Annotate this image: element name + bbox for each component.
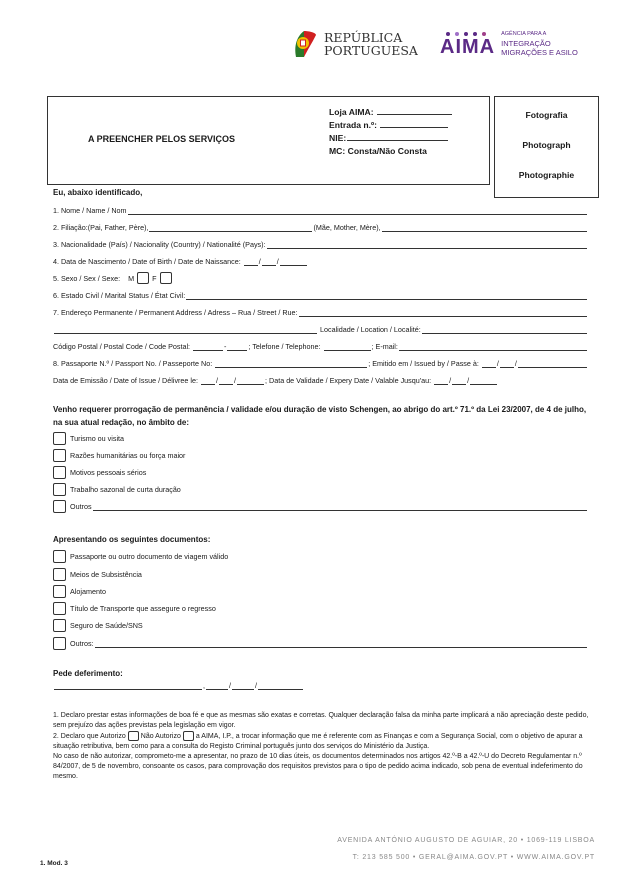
checkbox[interactable]: [53, 466, 66, 479]
mother-input[interactable]: [382, 223, 587, 232]
outros-input[interactable]: [93, 502, 587, 511]
checkbox[interactable]: [53, 585, 66, 598]
intro-text: Eu, abaixo identificado,: [53, 188, 143, 197]
issue-date-field[interactable]: Data de Emissão / Date of Issue / Délivree le: / / ; Data de Validade / Expery Date / Valable Jusqu'au: / /: [53, 375, 588, 385]
services-box: [47, 96, 490, 185]
nao-autorizo-checkbox[interactable]: [183, 731, 194, 741]
address-line2-input[interactable]: [54, 325, 317, 334]
sex-m-checkbox[interactable]: [137, 272, 149, 284]
passport-input[interactable]: [215, 359, 367, 368]
option-humanitarias[interactable]: Razões humanitárias ou força maior: [53, 449, 588, 462]
doc-alojamento[interactable]: Alojamento: [53, 585, 588, 598]
father-input[interactable]: [149, 223, 312, 232]
localidade-field[interactable]: Localidade / Location / Localité:: [53, 324, 588, 334]
doc-outros[interactable]: Outros:: [53, 637, 588, 650]
marital-status-input[interactable]: [186, 291, 587, 300]
doc-outros-input[interactable]: [95, 639, 587, 648]
entrada-field[interactable]: Entrada n.º:: [329, 119, 453, 132]
checkbox[interactable]: [53, 432, 66, 445]
republica-line2: PORTUGUESA: [324, 43, 418, 58]
sex-f-checkbox[interactable]: [160, 272, 172, 284]
place-input[interactable]: [54, 681, 202, 690]
footer-contacts: T: 213 585 500 • GERAL@AIMA.GOV.PT • WWW.AIMA.GOV.PT: [352, 854, 595, 861]
loja-aima-field[interactable]: Loja AIMA:: [329, 106, 453, 119]
checkbox[interactable]: [53, 637, 66, 650]
services-title: A PREENCHER PELOS SERVIÇOS: [88, 134, 236, 144]
checkbox[interactable]: [53, 500, 66, 513]
checkbox[interactable]: [53, 483, 66, 496]
filiacao-field[interactable]: 2. Filiação:(Pai, Father, Père), (Mãe, Mother, Mère),: [53, 222, 588, 232]
photo-label-pt: Fotografia: [525, 110, 568, 120]
declarations: [53, 711, 589, 782]
postal-field[interactable]: Código Postal / Postal Code / Code Postal: - ; Telefone / Telephone: ; E-mail:: [53, 341, 588, 351]
footer-address: AVENIDA ANTÓNIO AUGUSTO DE AGUIAR, 20 • 1069-119 LISBOA: [337, 837, 595, 844]
aima-wordmark: AIMA: [440, 36, 496, 58]
address-input[interactable]: [299, 308, 587, 317]
nacionalidade-field[interactable]: 3. Nacionalidade (País) / Nacionality (Country) / Nationalité (Pays):: [53, 239, 588, 249]
name-field[interactable]: 1. Nome / Name / Nom: [53, 205, 588, 215]
declaration-3: No caso de não autorizar, comprometo-me a apresentar, no prazo de 10 dias úteis, os documentos determinados nos artigos 42.º-B a 42.º-U do Decreto Regulamentar n.º 84/2007, de 5 de novembro, consoante os casos, para comprovação dos requisitos previstos para o tipo de pedido acima indicado, sob pena de eventual indeferimento do mesmo.: [53, 752, 583, 780]
declaration-1: 1. Declaro prestar estas informações de boa fé e que as mesmas são exatas e corretas. Qualquer declaração falsa da minha parte implicará a não apreciação deste pedido, sem prejuízo das ações previstas pela legislação em vigor.: [53, 712, 589, 729]
localidade-input[interactable]: [422, 325, 587, 334]
doc-transporte[interactable]: Título de Transporte que assegure o regresso: [53, 602, 588, 615]
declaration-2: 2. Declaro que Autorizo Não Autorizo a AIMA, I.P., a trocar informação que me é referente com as Finanças e com a Segurança Social, com o objetivo de apurar a situação retributiva, bem como para a consulta do Registo Criminal português junto dos serviços do Ministério da Justiça.: [53, 732, 583, 750]
aima-line2: INTEGRAÇÃO: [501, 39, 551, 48]
photo-label-fr: Photographie: [518, 170, 575, 180]
birth-date-field[interactable]: 4. Data de Nascimento / Date of Birth / Date de Naissance: / /: [53, 256, 588, 266]
aima-line3: MIGRAÇÕES E ASILO: [501, 48, 578, 57]
option-turismo[interactable]: Turismo ou visita: [53, 432, 588, 445]
option-trabalho-sazonal[interactable]: Trabalho sazonal de curta duração: [53, 483, 588, 496]
request-text: Venho requerer prorrogação de permanência / validade e/ou duração de visto Schengen, ao abrigo do art.º 71.º da Lei 23/2007, de 4 de julho, na sua atual redação, no âmbito de:: [53, 405, 587, 427]
doc-subsistencia[interactable]: Meios de Subsistência: [53, 568, 588, 581]
aima-line1: AGÊNCIA PARA A: [501, 31, 547, 37]
form-model: 1. Mod. 3: [40, 860, 68, 867]
doc-seguro[interactable]: Seguro de Saúde/SNS: [53, 619, 588, 632]
photo-label-en: Photograph: [522, 140, 571, 150]
option-outros[interactable]: Outros: [53, 500, 588, 513]
passport-field[interactable]: 8. Passaporte N.º / Passport No. / Passeporte No: ; Emitido em / Issued by / Passe à: / /: [53, 358, 588, 368]
option-motivos-pessoais[interactable]: Motivos pessoais sérios: [53, 466, 588, 479]
nationality-input[interactable]: [267, 240, 587, 249]
aima-logo: [440, 30, 578, 57]
republica-portuguesa-logo: [292, 29, 418, 59]
checkbox[interactable]: [53, 619, 66, 632]
mc-status: MC: Consta/Não Consta: [329, 146, 427, 156]
checkbox[interactable]: [53, 568, 66, 581]
autorizo-checkbox[interactable]: [128, 731, 139, 741]
documents-title: Apresentando os seguintes documentos:: [53, 535, 211, 544]
marital-status-field[interactable]: 6. Estado Civil / Marital Status / État Civil:: [53, 290, 588, 300]
address-field[interactable]: 7. Endereço Permanente / Permanent Address / Adress – Rua / Street / Rue:: [53, 307, 588, 317]
nie-field[interactable]: NIE:: [329, 132, 453, 145]
deferimento-label: Pede deferimento:: [53, 669, 123, 678]
email-input[interactable]: [399, 342, 587, 351]
checkbox[interactable]: [53, 449, 66, 462]
portugal-emblem-icon: [292, 29, 318, 59]
checkbox[interactable]: [53, 550, 66, 563]
doc-passaporte[interactable]: Passaporte ou outro documento de viagem válido: [53, 550, 588, 563]
photo-box: [494, 96, 599, 198]
sex-field: 5. Sexo / Sex / Sexe: M F: [53, 272, 588, 284]
checkbox[interactable]: [53, 602, 66, 615]
name-input[interactable]: [128, 206, 588, 215]
republica-line1: REPÚBLICA: [324, 30, 403, 45]
signature-date-field[interactable]: , / /: [53, 680, 313, 690]
telephone-input[interactable]: [324, 342, 371, 351]
